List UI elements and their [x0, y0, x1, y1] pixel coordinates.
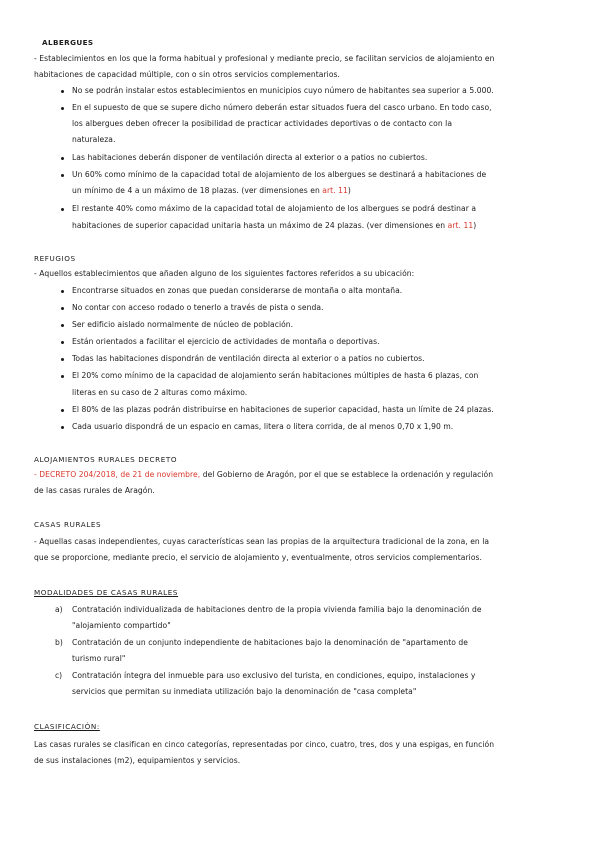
casas-heading: CASAS RURALES [34, 520, 102, 529]
refugios-bullet-1: Encontrarse situados en zonas que puedan considerarse de montaña o alta montaña. [72, 286, 403, 295]
clasificacion-line-2: de sus instalaciones (m2), equipamientos y servicios. [34, 756, 241, 765]
bullet-icon [61, 341, 64, 344]
bullet-icon [61, 208, 64, 211]
decree-text: del Gobierno de Aragón, por el que se establece la ordenación y regulación [200, 470, 494, 479]
refugios-bullet-6-line-1: El 20% como mínimo de la capacidad de alojamiento serán habitaciones múltiples de hasta 6 plazas, con [72, 371, 479, 380]
bullet-icon [61, 157, 64, 160]
albergues-bullet-4-text: un mínimo de 4 a un máximo de 18 plazas. (ver dimensiones en [72, 186, 323, 195]
albergues-bullet-4-line-1: Un 60% como mínimo de la capacidad total de alojamiento de los albergues se destinará a habitaciones de [72, 170, 487, 179]
art-11-link[interactable]: art. 11 [322, 186, 348, 195]
modalidad-a-line-1: Contratación individualizada de habitaciones dentro de la propia vivienda familia bajo la denominación de [72, 605, 482, 614]
albergues-bullet-4-line-2 [72, 185, 351, 196]
paren-close: ) [473, 221, 477, 230]
clasificacion-heading: CLASIFICACIÓN: [34, 722, 100, 731]
bullet-icon [61, 107, 64, 110]
bullet-icon [61, 375, 64, 378]
decree-line-2: de las casas rurales de Aragón. [34, 486, 155, 495]
albergues-bullet-2-line-3: naturaleza. [72, 135, 116, 144]
refugios-bullet-5: Todas las habitaciones dispondrán de ventilación directa al exterior o a patios no cubiertos. [72, 354, 425, 363]
list-marker: b) [55, 638, 63, 647]
bullet-icon [61, 290, 64, 293]
bullet-icon [61, 358, 64, 361]
albergues-bullet-5-line-1: El restante 40% como máximo de la capacidad total de alojamiento de los albergues se podrá destinar a [72, 204, 477, 213]
refugios-bullet-8: Cada usuario dispondrá de un espacio en camas, litera o litera corrida, de al menos 0,70 x 1,90 m. [72, 422, 454, 431]
albergues-bullet-1: No se podrán instalar estos establecimientos en municipios cuyo número de habitantes sea superior a 5.000. [72, 86, 494, 95]
albergues-bullet-5-text: habitaciones de superior capacidad unitaria hasta un máximo de 24 plazas. (ver dimensiones en [72, 221, 448, 230]
bullet-icon [61, 409, 64, 412]
modalidad-c-line-1: Contratación íntegra del inmueble para uso exclusivo del turista, en condiciones, equipo, instalaciones y [72, 671, 476, 680]
list-marker: a) [55, 605, 63, 614]
albergues-bullet-2-line-1: En el supuesto de que se supere dicho número deberán estar situados fuera del casco urbano. En todo caso, [72, 103, 492, 112]
bullet-icon [61, 426, 64, 429]
albergues-intro-line-2: habitaciones de capacidad múltiple, con o sin otros servicios complementarios. [34, 70, 340, 79]
albergues-bullet-3: Las habitaciones deberán disponer de ventilación directa al exterior o a patios no cubiertos. [72, 153, 428, 162]
refugios-heading: REFUGIOS [34, 254, 76, 263]
modalidad-a-line-2: "alojamiento compartido" [72, 621, 171, 630]
albergues-heading: ALBERGUES [42, 38, 94, 47]
bullet-icon [61, 90, 64, 93]
refugios-bullet-6-line-2: literas en su caso de 2 alturas como máximo. [72, 388, 248, 397]
modalidad-b-line-1: Contratación de un conjunto independiente de habitaciones bajo la denominación de "apartamento de [72, 638, 469, 647]
decree-line-1 [34, 469, 493, 480]
alojamientos-heading: ALOJAMIENTOS RURALES DECRETO [34, 455, 178, 464]
refugios-intro: - Aquellos establecimientos que añaden alguno de los siguientes factores referidos a su ubicación: [34, 269, 415, 278]
modalidad-c-line-2: servicios que permitan su inmediata utilización bajo la denominación de "casa completa" [72, 687, 417, 696]
refugios-bullet-3: Ser edificio aislado normalmente de núcleo de población. [72, 320, 294, 329]
modalidades-heading: MODALIDADES DE CASAS RURALES [34, 588, 179, 597]
bullet-icon [61, 174, 64, 177]
albergues-bullet-5-line-2 [72, 220, 476, 231]
refugios-bullet-7: El 80% de las plazas podrán distribuirse en habitaciones de superior capacidad, hasta un límite de 24 plazas. [72, 405, 494, 414]
modalidad-b-line-2: turismo rural" [72, 654, 126, 663]
art-11-link[interactable]: art. 11 [447, 221, 474, 230]
albergues-intro-line-1: - Establecimientos en los que la forma habitual y profesional y mediante precio, se facilitan servicios de alojamiento en [34, 54, 495, 63]
bullet-icon [61, 307, 64, 310]
albergues-bullet-2-line-2: los albergues deben ofrecer la posibilidad de practicar actividades deportivas o de contacto con la [72, 119, 453, 128]
clasificacion-line-1: Las casas rurales se clasifican en cinco categorías, representadas por cinco, cuatro, tres, dos y una espigas, en función [34, 740, 495, 749]
list-marker: c) [55, 671, 63, 680]
refugios-bullet-4: Están orientados a facilitar el ejercicio de actividades de montaña o deportivas. [72, 337, 380, 346]
paren-close: ) [347, 186, 351, 195]
casas-line-2: que se proporcione, mediante precio, el servicio de alojamiento y, eventualmente, otros servicios complementarios. [34, 553, 482, 562]
refugios-bullet-2: No contar con acceso rodado o tenerlo a través de pista o senda. [72, 303, 324, 312]
decree-link[interactable]: - DECRETO 204/2018, de 21 de noviembre, [34, 470, 201, 479]
casas-line-1: - Aquellas casas independientes, cuyas características sean las propias de la arquitectura tradicional de la zona, en la [34, 537, 490, 546]
bullet-icon [61, 324, 64, 327]
